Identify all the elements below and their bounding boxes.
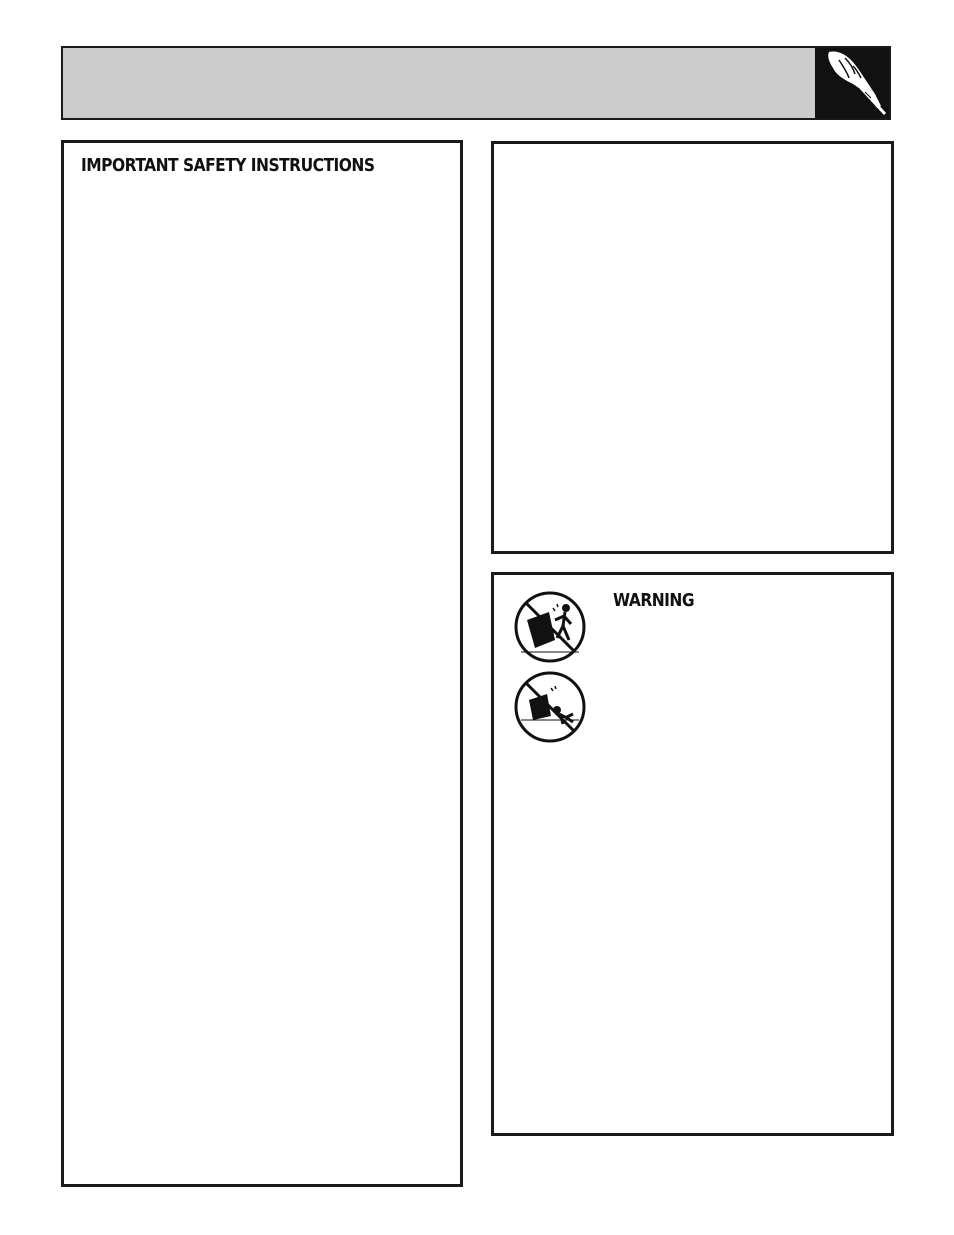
warning-panel (491, 572, 894, 1136)
no-tip-over-icon (513, 590, 587, 664)
warning-title: WARNING (613, 590, 695, 611)
safety-instructions-panel (61, 140, 463, 1187)
safety-instructions-title: IMPORTANT SAFETY INSTRUCTIONS (81, 155, 375, 176)
hand-holding-tool-icon (815, 48, 889, 118)
header-bar (61, 46, 891, 120)
no-climbing-icon (513, 670, 587, 744)
info-panel (491, 141, 894, 554)
